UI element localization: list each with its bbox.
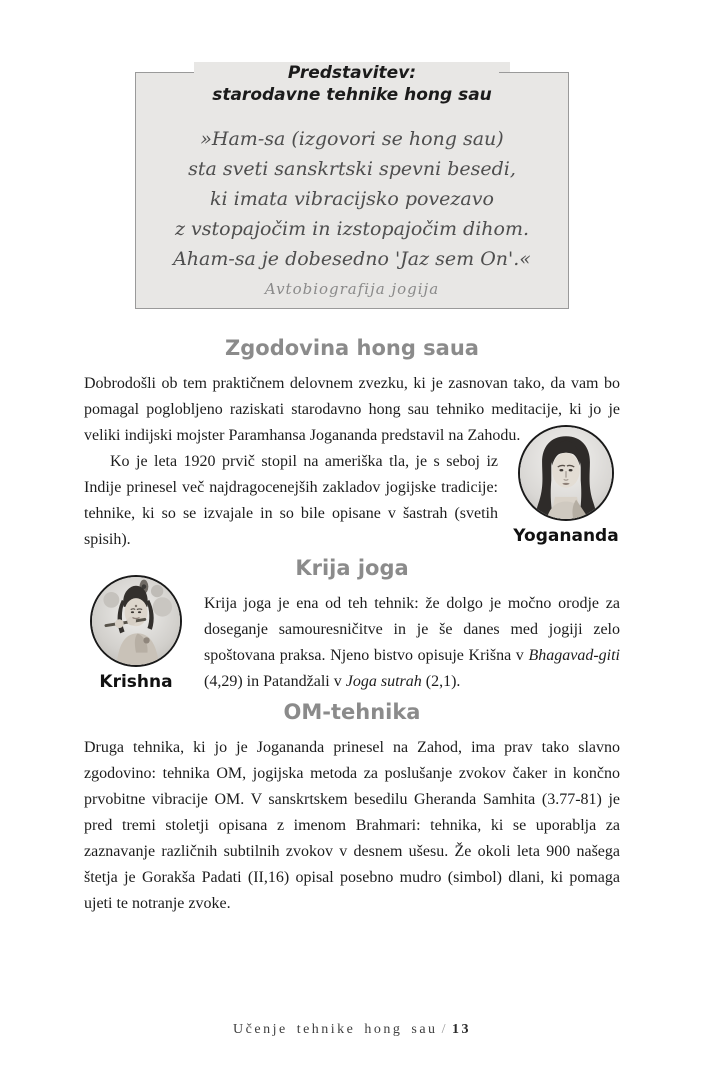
krishna-portrait-icon xyxy=(92,577,180,665)
section-heading-om: OM-tehnika xyxy=(283,700,421,724)
history-paragraph-1: Dobrodošli ob tem praktičnem delovnem zvezku, ki je zasnovan tako, da vam bo pomagal poglobljeno raziskati starodavno hong sau tehniko meditacije, ki jo je veliki indijski mojster Paramhansa Jogananda predstavil na Zahodu. xyxy=(84,375,620,444)
intro-box-title-line2: starodavne tehnike hong sau xyxy=(212,85,492,105)
figure-label-krishna: Krishna xyxy=(99,672,173,692)
history-paragraph-2: Ko je leta 1920 prvič stopil na ameriška tla, je s seboj iz Indije prinesel več najdragocenejših zakladov jogijske tradicije: tehnike, ki so se izvajale in so bile opisane v šastrah (svetih spisih). xyxy=(84,453,498,548)
yogananda-portrait-image xyxy=(518,425,614,521)
figure-yogananda xyxy=(512,425,620,547)
intro-box-title xyxy=(194,62,510,110)
yogananda-portrait-icon xyxy=(520,427,612,519)
book-page xyxy=(0,63,704,1080)
krishna-portrait-image xyxy=(90,575,182,667)
figure-label-yogananda: Yogananda xyxy=(513,526,619,546)
quote-text xyxy=(158,124,546,274)
footer-chapter-title: Učenje tehnike hong sau xyxy=(233,1022,438,1037)
intro-quote-box xyxy=(135,63,569,309)
quote-line: z vstopajočim in izstopajočim dihom. xyxy=(174,218,530,240)
kriya-paragraph: Krija joga je ena od teh tehnik: že dolgo je močno orodje za doseganje samouresničitve in je še danes med jogiji zelo spoštovana praksa. Njeno bistvo opisuje Krišna v Bhagavad-giti (4,29) in Patandžali v Joga sutrah (2,1). xyxy=(204,595,620,690)
page-content xyxy=(84,335,620,917)
figure-krishna xyxy=(84,575,188,693)
page-footer xyxy=(0,1022,704,1038)
section-heading-kriya: Krija joga xyxy=(295,556,409,580)
om-paragraph: Druga tehnika, ki jo je Jogananda prinesel na Zahod, ima prav tako slavno zgodovino: tehnika OM, jogijska metoda za poslušanje zvokov čaker in končno prvobitne vibracije OM. V sanskrtskem besedilu Gheranda Samhita (3.77-81) je pred tremi stoletji opisana z imenom Brahmari: tehnika, ki se uporablja za zaznavanje različnih subtilnih zvokov v desnem ušesu. Že okoli leta 900 našega štetja je Gorakša Padati (II,16) opisal posebno mudro (simbol) dlani, ki pomaga ujeti te notranje zvoke. xyxy=(84,739,620,912)
quote-line: ki imata vibracijsko povezavo xyxy=(210,188,494,210)
quote-attribution: Avtobiografija jogija xyxy=(264,280,440,298)
quote-line: sta sveti sanskrtski spevni besedi, xyxy=(188,158,516,180)
footer-separator: / xyxy=(441,1022,448,1037)
quote-line: »Ham-sa (izgovori se hong sau) xyxy=(200,128,504,150)
intro-box-title-line1: Predstavitev: xyxy=(287,63,417,83)
section-heading-history: Zgodovina hong saua xyxy=(225,336,479,360)
quote-line: Aham-sa je dobesedno 'Jaz sem On'.« xyxy=(173,248,531,270)
footer-page-number: 13 xyxy=(451,1022,471,1037)
